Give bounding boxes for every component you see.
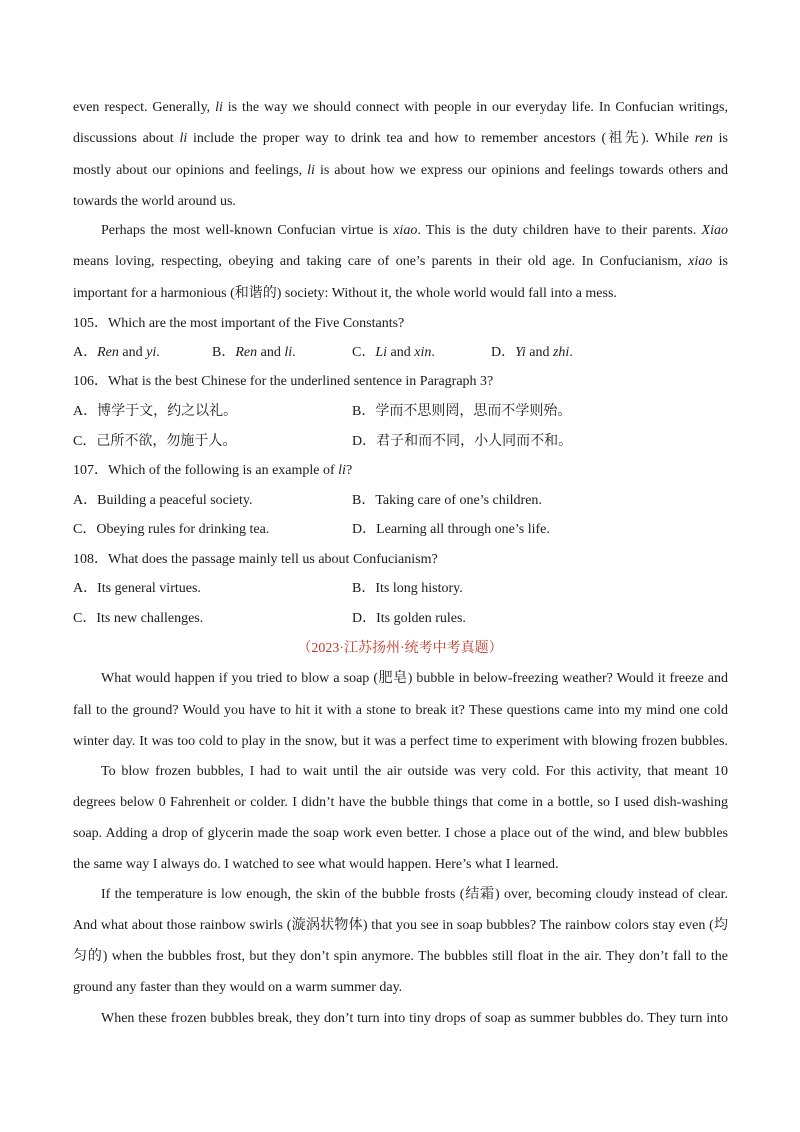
passage-line: mostly about our opinions and feelings, li is about how we express our opinions and feelings towards others and [73,163,728,178]
passage-line: even respect. Generally, li is the way we should connect with people in our everyday life. In Confucian writings, [73,100,728,115]
q105-option-c[interactable]: C．Li and xin. [352,345,435,360]
question-107-stem: 107．Which of the following is an example of li? [73,463,353,478]
passage-line: 匀的) when the bubbles frost, but they don’t spin anymore. The bubbles still float in the air. They don’t fall to the [73,949,728,964]
passage-line: the same way I always do. I watched to see what would happen. Here’s what I learned. [73,857,559,872]
passage-line: To blow frozen bubbles, I had to wait until the air outside was very cold. For this activity, that meant 10 [101,764,728,779]
question-108-stem: 108．What does the passage mainly tell us about Confucianism? [73,552,438,567]
q108-option-b[interactable]: B．Its long history. [352,581,463,596]
q108-option-c[interactable]: C．Its new challenges. [73,611,204,626]
q105-option-a[interactable]: A．Ren and yi. [73,345,160,360]
passage-line: If the temperature is low enough, the skin of the bubble frosts (结霜) over, becoming cloudy instead of clear. [101,887,728,902]
passage-line: soap. Adding a drop of glycerin made the soap work even better. I chose a place out of the wind, and blew bubbles [73,826,728,841]
q107-option-b[interactable]: B．Taking care of one’s children. [352,493,542,508]
q105-option-b[interactable]: B．Ren and li. [212,345,296,360]
q106-option-b[interactable]: B．学而不思则罔，思而不学则殆。 [352,404,572,419]
passage-line: means loving, respecting, obeying and taking care of one’s parents in their old age. In Confucianism, xiao is [73,254,728,269]
passage-line: fall to the ground? Would you have to hit it with a stone to break it? These questions came into my mind one cold [73,703,728,718]
passage-line: discussions about li include the proper way to drink tea and how to remember ancestors (祖先). While ren is [73,131,729,146]
passage-line: What would happen if you tried to blow a soap (肥皂) bubble in below-freezing weather? Would it freeze and [101,671,728,686]
passage-line: When these frozen bubbles break, they don’t turn into tiny drops of soap as summer bubbles do. They turn into [101,1011,728,1026]
q107-option-d[interactable]: D．Learning all through one’s life. [352,522,550,537]
passage-line: And what about those rainbow swirls (漩涡状物体) that you see in soap bubbles? The rainbow colors stay even (均 [73,918,728,933]
question-106-stem: 106．What is the best Chinese for the underlined sentence in Paragraph 3? [73,374,494,389]
q106-option-c[interactable]: C．己所不欲，勿施于人。 [73,434,237,449]
passage-line: important for a harmonious (和谐的) society: Without it, the whole world would fall into a mess. [73,286,617,301]
passage-line: Perhaps the most well-known Confucian virtue is xiao. This is the duty children have to their parents. Xiao [101,223,728,238]
question-105-stem: 105．Which are the most important of the Five Constants? [73,316,405,331]
q105-option-d[interactable]: D．Yi and zhi. [491,345,573,360]
q108-option-d[interactable]: D．Its golden rules. [352,611,466,626]
passage-line: ground any faster than they would on a warm summer day. [73,980,403,995]
exam-source-label: （2023·江苏扬州·统考中考真题） [297,641,503,656]
q106-option-d[interactable]: D．君子和而不同，小人同而不和。 [352,434,573,449]
passage-line: towards the world around us. [73,194,236,209]
q107-option-c[interactable]: C．Obeying rules for drinking tea. [73,522,270,537]
q106-option-a[interactable]: A．博学于文，约之以礼。 [73,404,238,419]
passage-line: degrees below 0 Fahrenheit or colder. I didn’t have the bubble things that come in a bottle, so I used dish-washing [73,795,728,810]
passage-line: winter day. It was too cold to play in the snow, but it was a perfect time to experiment with blowing frozen bubbles. [73,734,728,749]
q108-option-a[interactable]: A．Its general virtues. [73,581,201,596]
q107-option-a[interactable]: A．Building a peaceful society. [73,493,253,508]
